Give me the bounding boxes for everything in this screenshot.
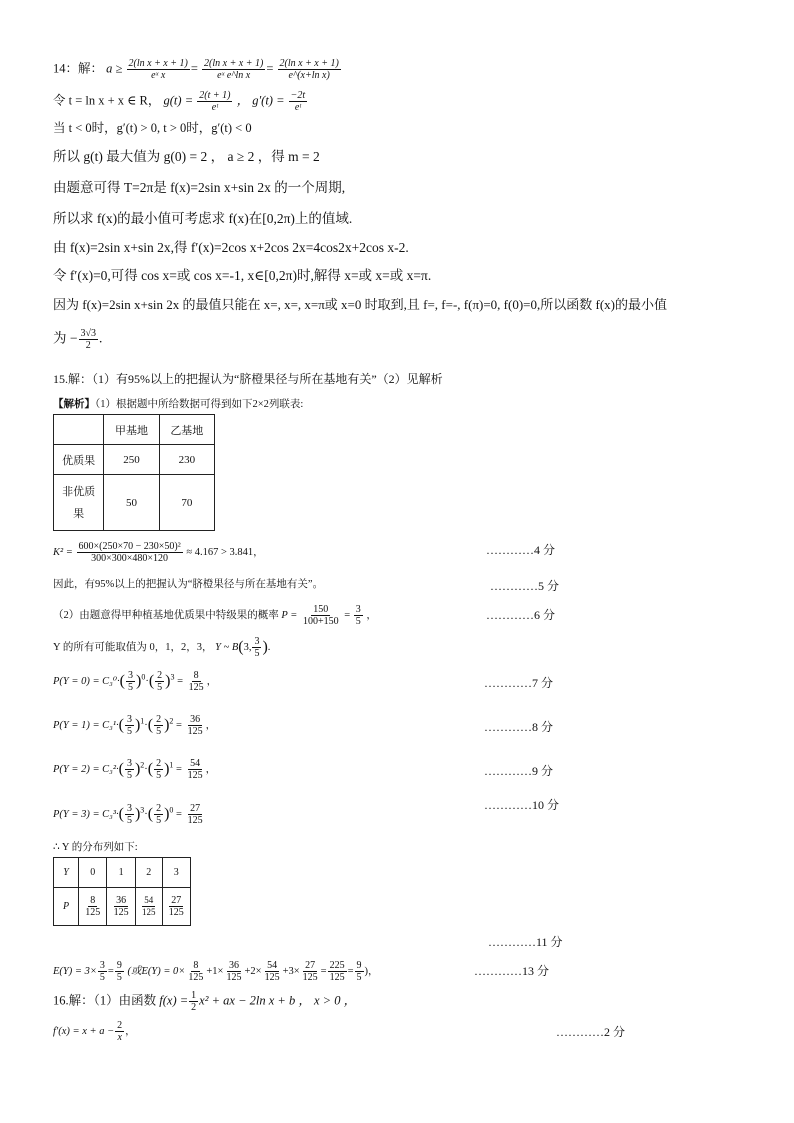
q14-line-9: 因为 f(x)=2sin x+sin 2x 的最值只能在 x=, x=, x=π或 x=0 时取到,且 f=, f=-, f(π)=0, f(0)=0,所以函数 f(x)的最小值: [53, 297, 667, 312]
q16-line-1: 16.解：（1）由函数 f(x) = $\frac{1}{2}$ x² + ax − 2ln x + b ， x > 0 ，: [53, 990, 357, 1013]
expectation-line: E(Y) = 3× $\frac{3}{5}$ = $\frac{9}{5}$ (或E(Y) = 0× $\frac{8}{125}$ +1× $\frac{36}{125}$ +2× $\frac{54}{125}$ +3× $\frac{27}{125}$ = $\frac{225}{125}$ = $\frac{9}{5}$ )，: [53, 960, 379, 983]
fraction: $\frac{2(t + 1)}{\text{eᵗ}}$: [199, 90, 231, 113]
fraction: $\frac{\text{2(ln x + x + 1)}}{\text{eˣ x}}$: [128, 58, 188, 81]
prob-line-0: P(Y = 0) = C₃⁰·( $\frac{3}{5}$ )$^0$·( $\frac{2}{5}$ )$^3$ = $\frac{8}{125}$ ，: [53, 670, 218, 693]
q15-part2: （2）由题意得甲种植基地优质果中特级果的概率 P = $\frac{150}{100+150}$ = $\frac{3}{5}$ ，: [53, 604, 377, 627]
score-13: …………13 分: [474, 964, 550, 978]
q14-line-10: 为 − $\frac{3√3}{2}$ .: [53, 328, 103, 351]
prob-line-1: P(Y = 1) = C₃¹·( $\frac{3}{5}$ )$^1$·( $\frac{2}{5}$ )$^2$ = $\frac{36}{125}$ ，: [53, 714, 217, 737]
fraction: $\frac{\text{2(ln x + x + 1)}}{\text{eˣ e\textasciicircum{}ln x}}$: [204, 58, 264, 81]
q15-conclusion: 因此，有95%以上的把握认为“脐橙果径与所在基地有关”。: [53, 579, 324, 590]
fraction: $\frac{-2t}{\text{eᵗ}}$: [290, 90, 306, 113]
score-2: …………2 分: [556, 1025, 626, 1039]
q14-label: 14：解：: [53, 61, 104, 76]
distribution-table: Y 0 1 2 3 P $\frac{8}{125}$ $\frac{36}{125}$ $\frac{54}{125}$ $\frac{27}{125}$: [53, 857, 191, 926]
q15-analysis: 【解析】（1）根据题中所给数据可得到如下2×2列联表:: [53, 399, 304, 410]
q15-header: 15.解：（1）有95%以上的把握认为“脐橙果径与所在基地有关”（2）见解析: [53, 372, 443, 386]
score-7: …………7 分: [484, 676, 554, 690]
q16-line-2: f′(x) = x + a − $\frac{2}{x}$ ，: [53, 1020, 136, 1043]
score-8: …………8 分: [484, 720, 554, 734]
q14-line-5: 由题意可得 T=2π是 f(x)=2sin x+sin 2x 的一个周期,: [53, 180, 346, 195]
score-11: …………11 分: [488, 935, 563, 949]
score-10: …………10 分: [484, 798, 560, 812]
contingency-table: 甲基地 乙基地 优质果 250 230 非优质 果 50 70: [53, 414, 215, 531]
k2-formula: K² = $\frac{\text{600×(250×70 − 230×50)²}}{300\times 300\times 480\times 120}$ ≈ 4.167 > 3.841，: [53, 541, 264, 564]
q14-line-4: 所以 g(t) 最大值为 g(0) = 2 ， a ≥ 2 ，得 m = 2: [53, 149, 320, 164]
q14-line-2: 令 t = ln x + x ∈ R， g(t) = $\frac{2(t + 1)}{\text{eᵗ}}$ ， g′(t) = $\frac{-2t}{\text{eᵗ}}$: [53, 90, 306, 113]
q14-line-7: 由 f(x)=2sin x+sin 2x,得 f′(x)=2cos x+2cos 2x=4cos2x+2cos x-2.: [53, 240, 409, 255]
fraction: $\frac{\text{2(ln x + x + 1)}}{\text{e\textasciicircum{}(x+ln x)}}$: [279, 58, 339, 81]
q14-line-8: 令 f′(x)=0,可得 cos x=或 cos x=-1, x∈[0,2π)时,解得 x=或 x=或 x=π.: [53, 268, 432, 283]
q14-line-1: 14：解： a ≥ $\frac{\text{2(ln x + x + 1)}}{\text{eˣ x}}$ = $\frac{\text{2(ln x + x + 1)}}{\text{eˣ e\textasciicircum{}ln x}}$ = $\frac{\text{2(ln x + x + 1)}}{\text{e\textasciicircum{}(x+ln x)}}$: [53, 58, 339, 81]
q14-line-3: 当 t < 0时，g′(t) > 0, t > 0时，g′(t) < 0: [53, 121, 252, 135]
q15-y-values: Y 的所有可能取值为 0，1，2，3， Y ~ B(3, $\frac{3}{5}$ ).: [53, 636, 271, 659]
prob-line-3: P(Y = 3) = C₃³·( $\frac{3}{5}$ )$^3$·( $\frac{2}{5}$ )$^0$ = $\frac{27}{125}$: [53, 803, 203, 826]
dist-title: ∴ Y 的分布列如下:: [53, 842, 138, 853]
q14-line-6: 所以求 f(x)的最小值可考虑求 f(x)在[0,2π)上的值域.: [53, 211, 353, 226]
score-6: …………6 分: [486, 608, 556, 622]
score-9: …………9 分: [484, 764, 554, 778]
score-4: …………4 分: [486, 543, 556, 557]
prob-line-2: P(Y = 2) = C₃²·( $\frac{3}{5}$ )$^2$·( $\frac{2}{5}$ )$^1$ = $\frac{54}{125}$ ，: [53, 758, 217, 781]
score-5: …………5 分: [490, 579, 560, 593]
